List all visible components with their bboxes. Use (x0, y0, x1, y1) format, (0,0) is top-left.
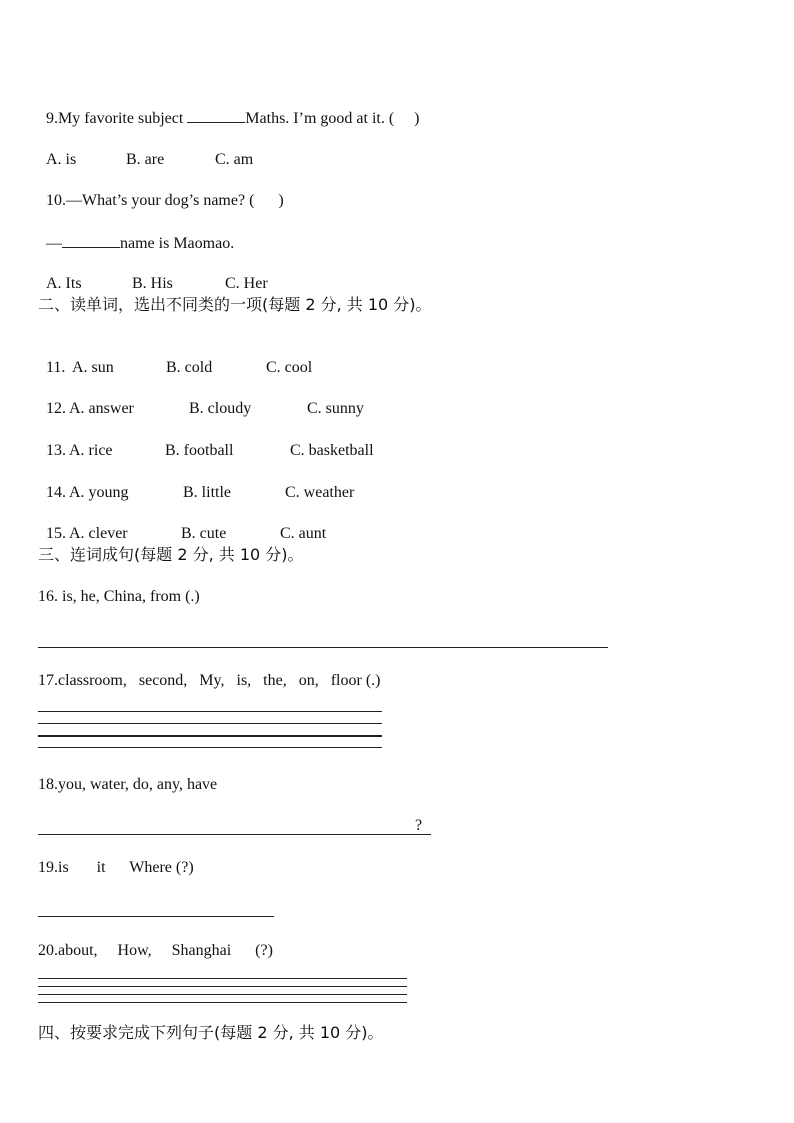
section-3-heading: 三、连词成句(每题 2 分, 共 10 分)。 (38, 545, 304, 564)
option-b: B. cold (166, 359, 213, 376)
answer-line-17a[interactable] (38, 711, 382, 712)
option-a: A. sun (72, 359, 114, 376)
question-18-end-mark: ? (415, 817, 423, 834)
answer-line-20c[interactable] (38, 994, 407, 995)
answer-line-16[interactable] (38, 647, 608, 648)
question-9 (38, 88, 420, 129)
question-16: 16. is, he, China, from (.) (38, 588, 200, 605)
question-10 (38, 171, 284, 211)
question-10-options (38, 254, 268, 294)
question-13-number: 13. (46, 442, 66, 459)
answer-line-20d[interactable] (38, 1002, 407, 1003)
option-c: C. am (215, 151, 254, 168)
option-a: A. clever (69, 525, 128, 542)
option-c: C. cool (266, 359, 313, 376)
question-18: 18.you, water, do, any, have (38, 776, 218, 793)
question-10-answer-line (38, 213, 234, 254)
question-14 (38, 463, 354, 503)
section-4-heading: 四、按要求完成下列句子(每题 2 分, 共 10 分)。 (38, 1023, 384, 1042)
answer-line-17d[interactable] (38, 747, 382, 748)
question-10-text: —What’s your dog’s name? ( ) (66, 192, 284, 209)
option-a: A. is (46, 151, 77, 168)
question-13 (38, 421, 374, 461)
option-b: B. little (183, 484, 231, 501)
question-17: 17.classroom, second, My, is, the, on, floor (.) (38, 672, 381, 689)
option-a: A. rice (69, 442, 113, 459)
option-c: C. aunt (280, 525, 327, 542)
answer-line-19[interactable] (38, 916, 274, 917)
question-15 (38, 504, 326, 544)
question-10-blank (62, 233, 120, 248)
option-c: C. weather (285, 484, 355, 501)
question-14-number: 14. (46, 484, 66, 501)
answer-line-20a[interactable] (38, 978, 407, 979)
question-11 (38, 338, 312, 378)
dash: — (46, 235, 62, 252)
option-b: B. His (132, 275, 173, 292)
question-12 (38, 379, 364, 419)
question-9-text-after: Maths. I’m good at it. ( ) (245, 110, 420, 127)
answer-line-17b[interactable] (38, 723, 382, 724)
option-b: B. cloudy (189, 400, 252, 417)
question-15-number: 15. (46, 525, 66, 542)
option-a: A. Its (46, 275, 82, 292)
question-10-number: 10. (46, 192, 66, 209)
question-19: 19.is it Where (?) (38, 859, 194, 876)
question-9-number: 9. (46, 110, 58, 127)
question-12-number: 12. (46, 400, 66, 417)
option-c: C. basketball (290, 442, 374, 459)
question-10-text-after: name is Maomao. (120, 235, 235, 252)
question-9-blank (187, 108, 245, 123)
option-b: B. football (165, 442, 234, 459)
question-9-options (38, 130, 253, 170)
option-c: C. Her (225, 275, 268, 292)
option-c: C. sunny (307, 400, 364, 417)
option-b: B. cute (181, 525, 227, 542)
option-a: A. answer (69, 400, 134, 417)
question-9-text-before: My favorite subject (58, 110, 188, 127)
question-11-number: 11. (46, 359, 66, 376)
answer-line-20b[interactable] (38, 986, 407, 987)
option-b: B. are (126, 151, 165, 168)
answer-line-18[interactable] (38, 834, 431, 835)
option-a: A. young (69, 484, 129, 501)
question-20: 20.about, How, Shanghai (?) (38, 942, 273, 959)
section-2-heading: 二、读单词，选出不同类的一项(每题 2 分, 共 10 分)。 (38, 295, 432, 314)
answer-line-17c[interactable] (38, 735, 382, 737)
